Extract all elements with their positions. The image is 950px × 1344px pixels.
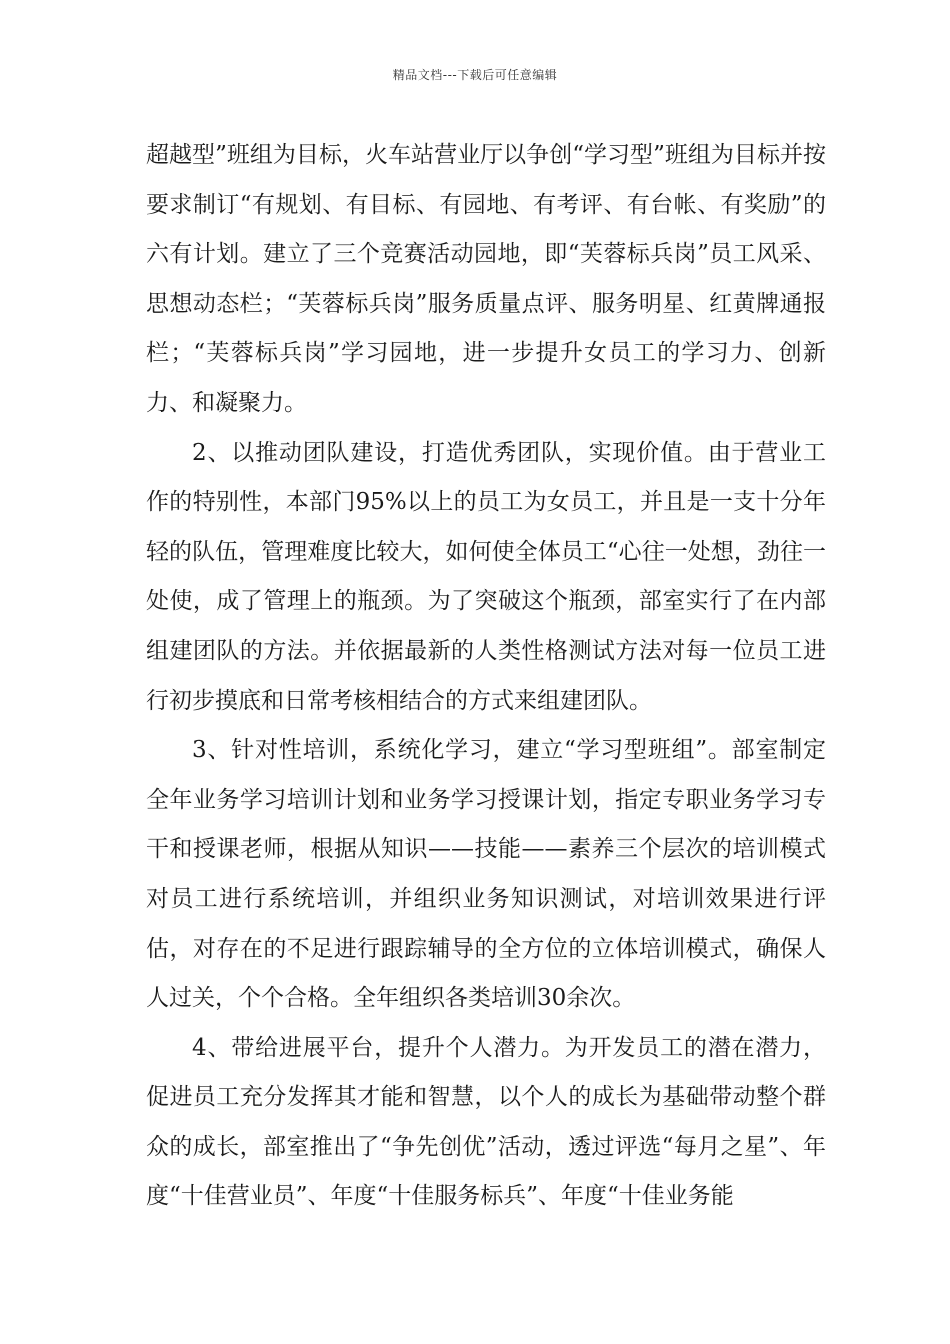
document-body xyxy=(146,131,826,1222)
paragraph-training: 3、针对性培训，系统化学习，建立“学习型班组”。部室制定全年业务学习培训计划和业务学习授课计划，指定专职业务学习专干和授课老师，根据从知识——技能——素养三个层次的培训模式对员工进行系统培训，并组织业务知识测试，对培训效果进行评估，对存在的不足进行跟踪辅导的全方位的立体培训模式，确保人人过关，个个合格。全年组织各类培训30余次。 xyxy=(146,737,826,1012)
paragraph-development-platform: 4、带给进展平台，提升个人潜力。为开发员工的潜在潜力，促进员工充分发挥其才能和智慧，以个人的成长为基础带动整个群众的成长，部室推出了“争先创优”活动，透过评选“每月之星”、年度“十佳营业员”、年度“十佳服务标兵”、年度“十佳业务能 xyxy=(146,1034,826,1210)
paragraph-continuation: 超越型”班组为目标，火车站营业厅以争创“学习型”班组为目标并按要求制订“有规划、有目标、有园地、有考评、有台帐、有奖励”的六有计划。建立了三个竞赛活动园地，即“芙蓉标兵岗”员工风采、思想动态栏；“芙蓉标兵岗”服务质量点评、服务明星、红黄牌通报栏；“芙蓉标兵岗”学习园地，进一步提升女员工的学习力、创新力、和凝聚力。 xyxy=(146,142,826,416)
paragraph-team-building: 2、以推动团队建设，打造优秀团队，实现价值。由于营业工作的特别性，本部门95%以上的员工为女员工，并且是一支十分年轻的队伍，管理难度比较大，如何使全体员工“心往一处想，劲往一处使，成了管理上的瓶颈。为了突破这个瓶颈，部室实行了在内部组建团队的方法。并依据最新的人类性格测试方法对每一位员工进行初步摸底和日常考核相结合的方式来组建团队。 xyxy=(146,439,826,714)
page-header: 精品文档---下载后可任意编辑 xyxy=(392,68,558,82)
